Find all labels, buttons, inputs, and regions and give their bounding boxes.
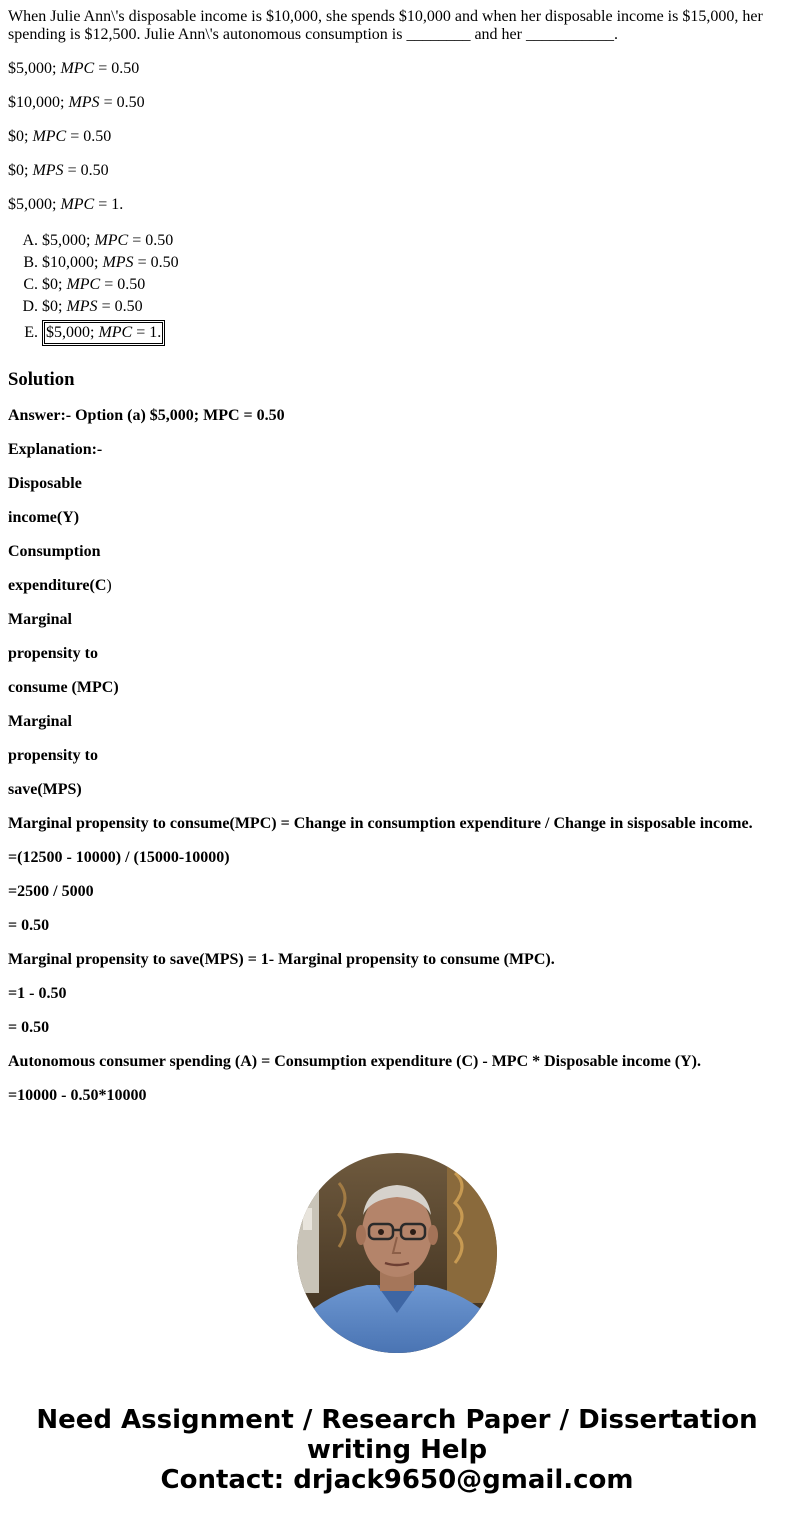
table-header-cell: propensity to	[8, 645, 98, 662]
table-header-cell: income(Y)	[8, 509, 80, 526]
option-e[interactable]	[42, 320, 786, 346]
advert-line-2: writing Help	[306, 1435, 488, 1465]
choice-paragraph: $10,000; MPS = 0.50	[8, 94, 145, 111]
formula-line: Autonomous consumer spending (A) = Consumption expenditure (C) - MPC * Disposable income (Y).	[8, 1053, 702, 1070]
formula-line: = 0.50	[8, 917, 50, 934]
table-header-cell: expenditure(C)	[8, 577, 112, 594]
contact-advert	[0, 1405, 794, 1495]
table-header-cell: consume (MPC)	[8, 679, 119, 696]
choices-paragraphs	[8, 60, 786, 214]
options-list	[8, 230, 786, 346]
option-b[interactable]: B. $10,000; MPS = 0.50	[42, 252, 786, 274]
table-header-cell: Disposable	[8, 475, 82, 492]
choice-paragraph: $5,000; MPC = 0.50	[8, 60, 140, 77]
formula-line: Marginal propensity to consume(MPC) = Change in consumption expenditure / Change in sisposable income.	[8, 815, 753, 832]
formula-line: = 0.50	[8, 1019, 50, 1036]
explanation-label: Explanation:-	[8, 441, 103, 458]
formula-line: =2500 / 5000	[8, 883, 94, 900]
option-d[interactable]: D. $0; MPS = 0.50	[42, 296, 786, 318]
table-header-cell: Consumption	[8, 543, 101, 560]
question-text: When Julie Ann\'s disposable income is $10,000, she spends $10,000 and when her disposable income is $15,000, her spending is $12,500. Julie Ann\'s autonomous consumption is ________ and her ___________.	[8, 8, 763, 43]
author-portrait-image	[297, 1153, 497, 1353]
option-c[interactable]: C. $0; MPC = 0.50	[42, 274, 786, 296]
answer-line: Answer:- Option (a) $5,000; MPC = 0.50	[8, 407, 285, 424]
choice-paragraph: $0; MPC = 0.50	[8, 128, 112, 145]
choice-paragraph: $5,000; MPC = 1.	[8, 196, 124, 213]
formula-line: =(12500 - 10000) / (15000-10000)	[8, 849, 230, 866]
table-header-cell: Marginal	[8, 713, 72, 730]
formula-line: Marginal propensity to save(MPS) = 1- Marginal propensity to consume (MPC).	[8, 951, 555, 968]
solution-heading: Solution	[8, 369, 75, 390]
selected-option-box: $5,000; MPC = 1.	[42, 320, 165, 346]
advert-line-1: Need Assignment / Research Paper / Dissertation	[36, 1405, 758, 1435]
table-header-cell: Marginal	[8, 611, 72, 628]
author-avatar	[297, 1153, 497, 1353]
advert-contact-line: Contact: drjack9650@gmail.com	[160, 1465, 634, 1495]
table-header-cell: propensity to	[8, 747, 98, 764]
formula-line: =10000 - 0.50*10000	[8, 1087, 147, 1104]
formula-line: =1 - 0.50	[8, 985, 67, 1002]
option-a[interactable]: A. $5,000; MPC = 0.50	[42, 230, 786, 252]
solution-body	[8, 407, 786, 1105]
choice-paragraph: $0; MPS = 0.50	[8, 162, 109, 179]
table-header-cell: save(MPS)	[8, 781, 82, 798]
